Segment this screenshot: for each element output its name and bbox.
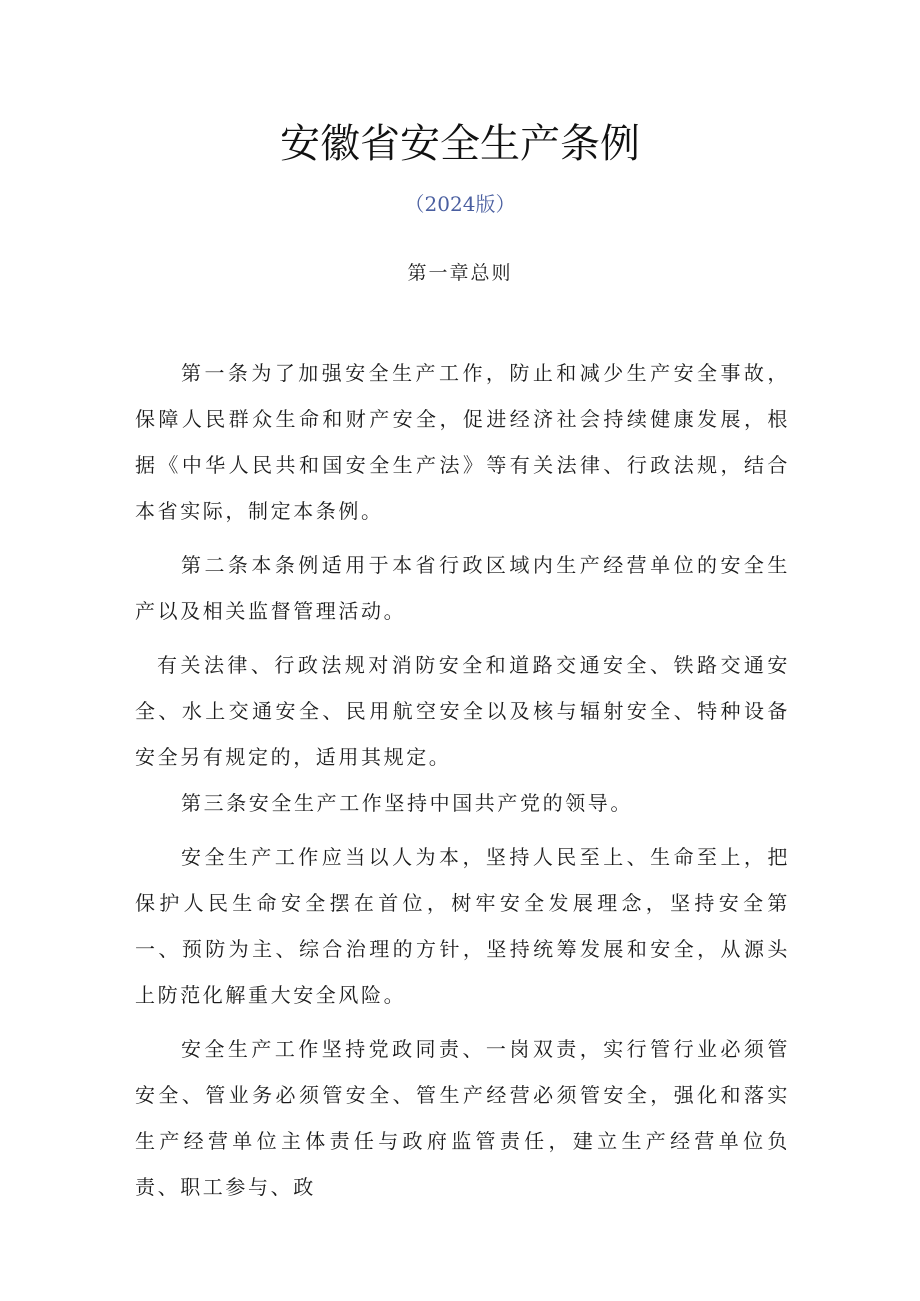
article-3-paragraph: 第三条安全生产工作坚持中国共产党的领导。	[181, 791, 633, 815]
document-body	[135, 350, 790, 1210]
article-3-clause-2-paragraph: 安全生产工作坚持党政同责、一岗双责，实行管行业必须管安全、管业务必须管安全、管生产经营必须管安全，强化和落实生产经营单位主体责任与政府监管责任，建立生产经营单位负责、职工参与、政	[135, 1037, 790, 1199]
document-title: 安徽省安全生产条例	[280, 121, 640, 167]
article-2-paragraph: 第二条本条例适用于本省行政区域内生产经营单位的安全生产以及相关监督管理活动。	[135, 553, 790, 623]
article-2-clause-paragraph: 有关法律、行政法规对消防安全和道路交通安全、铁路交通安全、水上交通安全、民用航空安全以及核与辐射安全、特种设备安全另有规定的，适用其规定。	[135, 653, 790, 769]
article-3-clause-1-paragraph: 安全生产工作应当以人为本，坚持人民至上、生命至上，把保护人民生命安全摆在首位，树牢安全发展理念，坚持安全第一、预防为主、综合治理的方针，坚持统筹发展和安全，从源头上防范化解重大安全风险。	[135, 845, 790, 1007]
edition-label: （2024版）	[404, 192, 516, 216]
article-1-paragraph: 第一条为了加强安全生产工作，防止和减少生产安全事故，保障人民群众生命和财产安全，促进经济社会持续健康发展，根据《中华人民共和国安全生产法》等有关法律、行政法规，结合本省实际，制定本条例。	[135, 361, 790, 523]
chapter-heading: 第一章总则	[407, 262, 513, 284]
